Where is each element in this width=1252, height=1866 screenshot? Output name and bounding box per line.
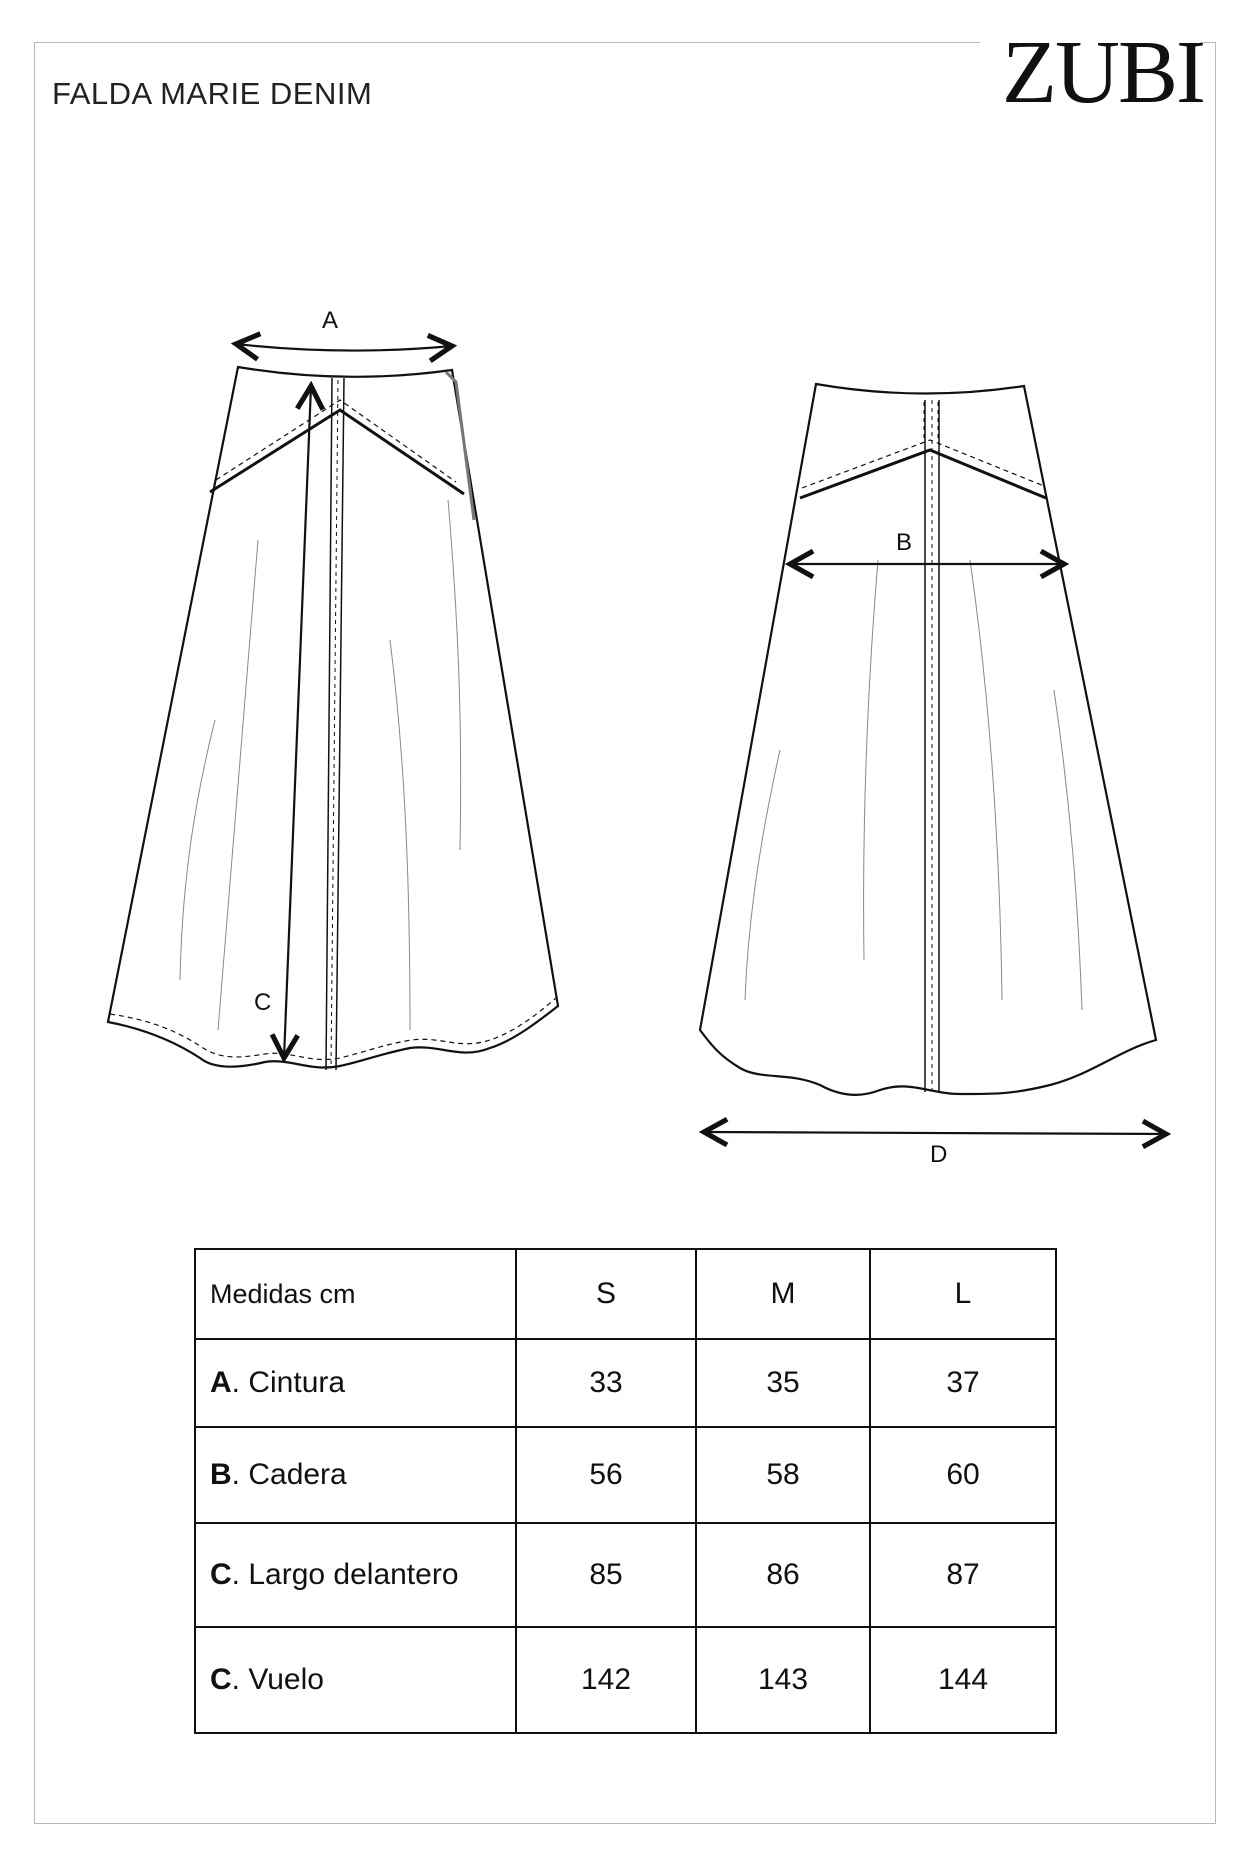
- label-b: B: [896, 529, 913, 556]
- row-label: [195, 1523, 516, 1627]
- back-skirt-outline: [700, 384, 1156, 1095]
- label-d: D: [930, 1141, 948, 1168]
- cell-value: 33: [516, 1339, 696, 1427]
- cell-value: 86: [696, 1523, 870, 1627]
- cell-value: 144: [870, 1627, 1056, 1733]
- header-size-m: M: [696, 1249, 870, 1339]
- row-key: C: [210, 1663, 232, 1696]
- row-text: . Cintura: [231, 1366, 346, 1399]
- waist-arrow-a: [236, 344, 452, 351]
- back-skirt-view: [700, 384, 1166, 1134]
- header-medidas: Medidas cm: [195, 1249, 516, 1339]
- row-label: [195, 1339, 516, 1427]
- label-a: A: [322, 307, 339, 334]
- cell-value: 35: [696, 1339, 870, 1427]
- header-size-l: L: [870, 1249, 1056, 1339]
- header-size-s: S: [516, 1249, 696, 1339]
- table-header-row: [195, 1249, 1056, 1339]
- table-row: [195, 1427, 1056, 1523]
- row-text: . Largo delantero: [231, 1558, 459, 1591]
- table-row: [195, 1627, 1056, 1733]
- row-text: . Vuelo: [231, 1663, 324, 1696]
- brand-logo: ZUBI: [1002, 23, 1204, 122]
- hem-arrow-d: [704, 1132, 1166, 1134]
- row-label: [195, 1427, 516, 1523]
- row-key: A: [210, 1366, 232, 1399]
- front-skirt-outline: [108, 367, 558, 1068]
- label-c: C: [254, 989, 272, 1016]
- document-title: FALDA MARIE DENIM: [52, 76, 373, 111]
- cell-value: 85: [516, 1523, 696, 1627]
- cell-value: 87: [870, 1523, 1056, 1627]
- row-label: [195, 1627, 516, 1733]
- cell-value: 58: [696, 1427, 870, 1523]
- row-key: C: [210, 1558, 232, 1591]
- row-text: . Cadera: [231, 1458, 347, 1491]
- size-chart-table: [194, 1248, 1057, 1734]
- row-key: B: [210, 1458, 232, 1491]
- cell-value: 60: [870, 1427, 1056, 1523]
- cell-value: 37: [870, 1339, 1056, 1427]
- table-row: [195, 1339, 1056, 1427]
- cell-value: 56: [516, 1427, 696, 1523]
- cell-value: 143: [696, 1627, 870, 1733]
- table-row: [195, 1523, 1056, 1627]
- front-skirt-view: [108, 344, 558, 1070]
- cell-value: 142: [516, 1627, 696, 1733]
